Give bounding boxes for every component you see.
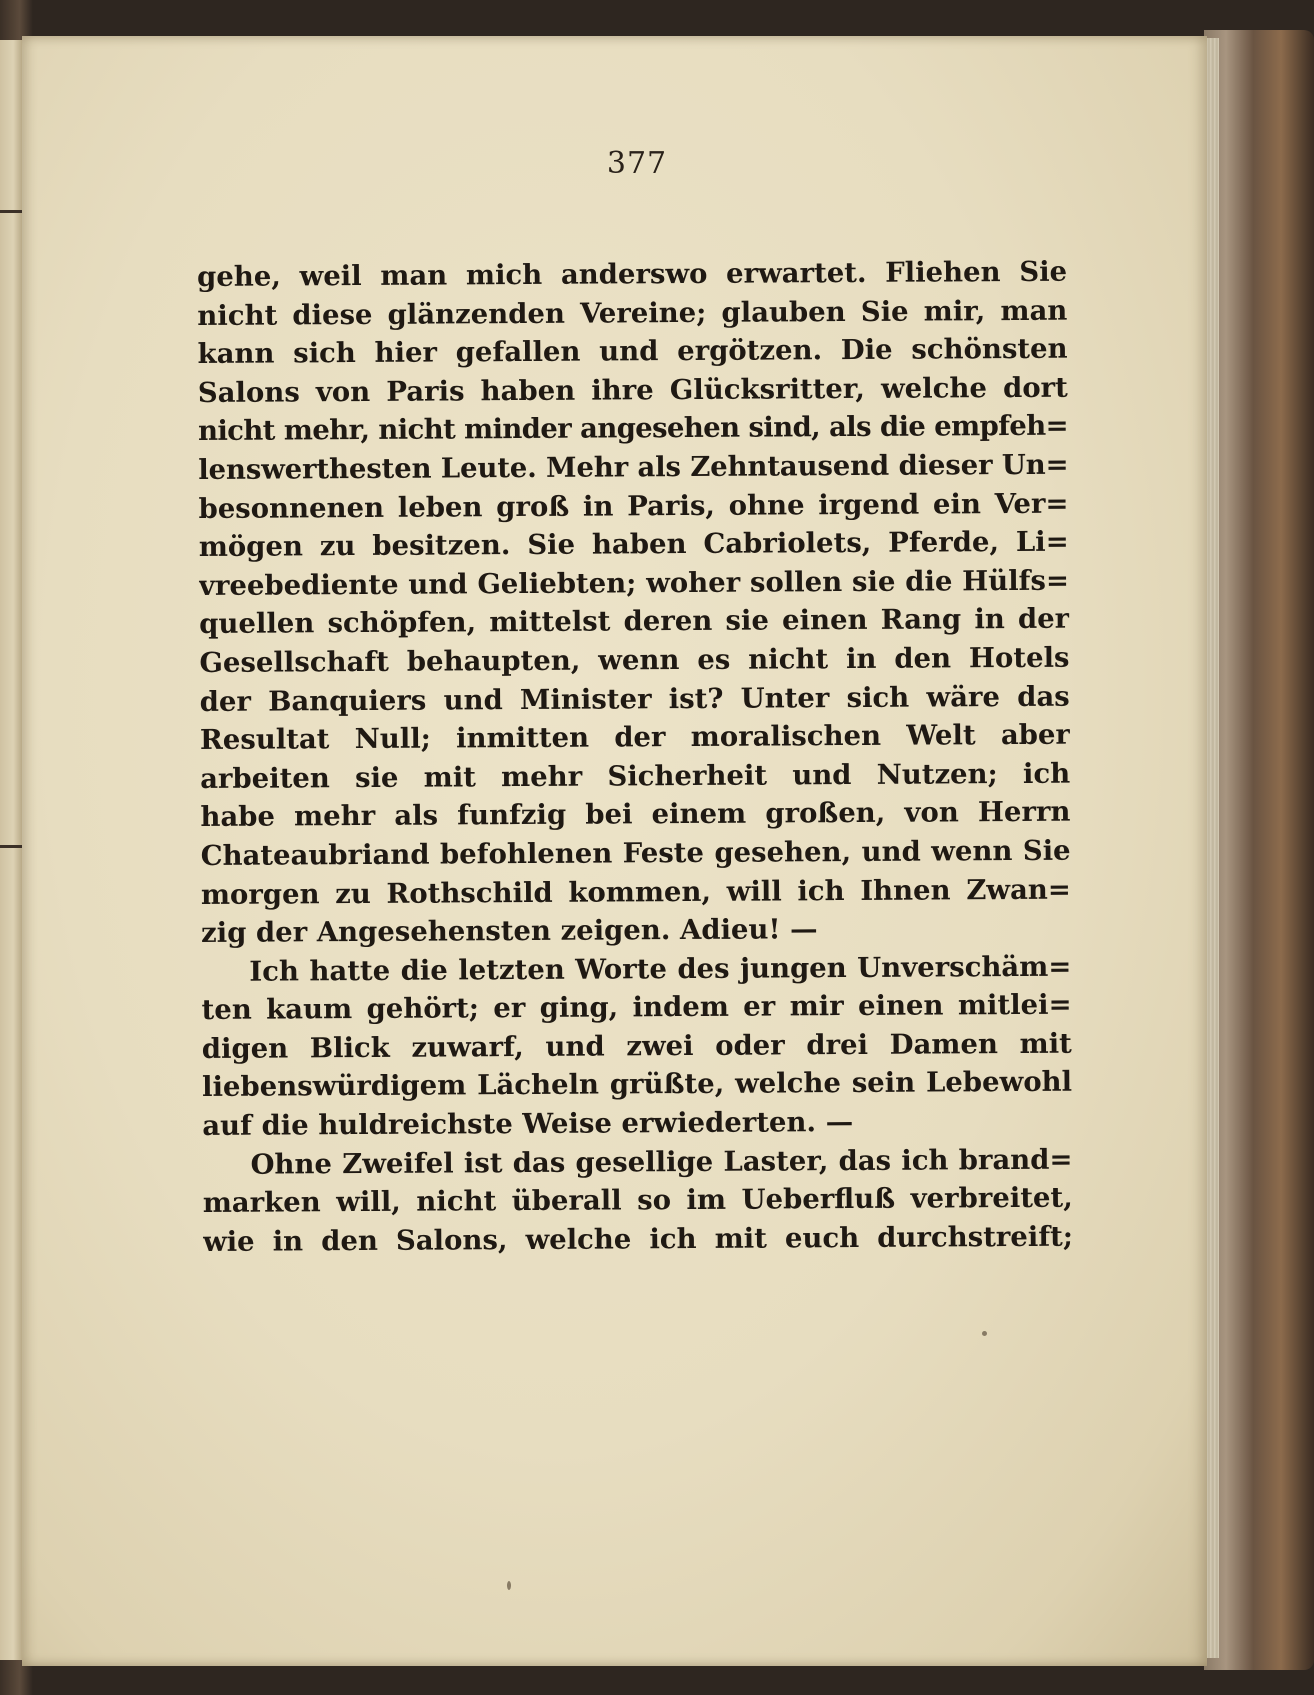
text-line: zig der Angesehensten zeigen. Adieu! —	[201, 913, 818, 950]
text-line: gehe, weil man mich anderswo erwartet. Fliehen Sie	[197, 255, 1068, 293]
text-line: nicht diese glänzenden Vereine; glauben Sie mir, man	[197, 294, 1068, 332]
text-line: Resultat Null; inmitten der moralischen Welt aber	[199, 718, 1071, 757]
text-line: auf die huldreichste Weise erwiederten. —	[202, 1106, 854, 1143]
book-page	[22, 36, 1207, 1666]
text-line: Gesellschaft behaupten, wenn es nicht in den Hotels	[199, 641, 1070, 679]
ink-speck	[507, 1581, 511, 1590]
text-line: arbeiten sie mit mehr Sicherheit und Nutzen; ich	[200, 757, 1071, 795]
text-line: liebenswürdigem Lächeln grüßte, welche sein Lebewohl	[201, 1066, 1073, 1104]
text-line: lenswerthesten Leute. Mehr als Zehntausend dieser Un=	[198, 448, 1069, 486]
text-line: Ohne Zweifel ist das gesellige Laster, das ich brand=	[250, 1143, 1073, 1181]
text-line: vreebediente und Geliebten; woher sollen sie die Hülfs=	[198, 564, 1070, 602]
text-line: kann sich hier gefallen und ergötzen. Die schönsten	[197, 332, 1068, 371]
text-line: morgen zu Rothschild kommen, will ich Ihnen Zwan=	[200, 873, 1071, 911]
text-line: nicht mehr, nicht minder angesehen sind, als die empfeh=	[197, 410, 1069, 448]
page-number: 377	[606, 146, 668, 181]
text-line: digen Blick zuwarf, und zwei oder drei Damen mit	[201, 1027, 1072, 1065]
facing-page-edge	[0, 40, 24, 1660]
body-text	[197, 253, 1073, 1262]
text-line: Salons von Paris haben ihre Glücksritter, welche dort	[197, 371, 1068, 409]
text-line: Ich hatte die letzten Worte des jungen Unverschäm=	[249, 950, 1072, 988]
text-line: der Banquiers und Minister ist? Unter sich wäre das	[199, 680, 1070, 718]
book-cover-edge	[1204, 30, 1314, 1670]
text-line: ten kaum gehört; er ging, indem er mir einen mitlei=	[201, 988, 1072, 1027]
text-line: habe mehr als funfzig bei einem großen, von Herrn	[200, 795, 1071, 834]
text-line: besonnenen leben groß in Paris, ohne irgend ein Ver=	[198, 487, 1069, 525]
text-line: marken will, nicht überall so im Ueberfluß verbreitet,	[202, 1181, 1073, 1220]
text-line: mögen zu besitzen. Sie haben Cabriolets, Pferde, Li=	[198, 525, 1069, 564]
ink-speck	[982, 1331, 987, 1336]
text-line: Chateaubriand befohlenen Feste gesehen, und wenn Sie	[200, 834, 1071, 872]
text-line: wie in den Salons, welche ich mit euch durchstreift;	[202, 1220, 1074, 1258]
text-line: quellen schöpfen, mittelst deren sie einen Rang in der	[199, 603, 1070, 641]
